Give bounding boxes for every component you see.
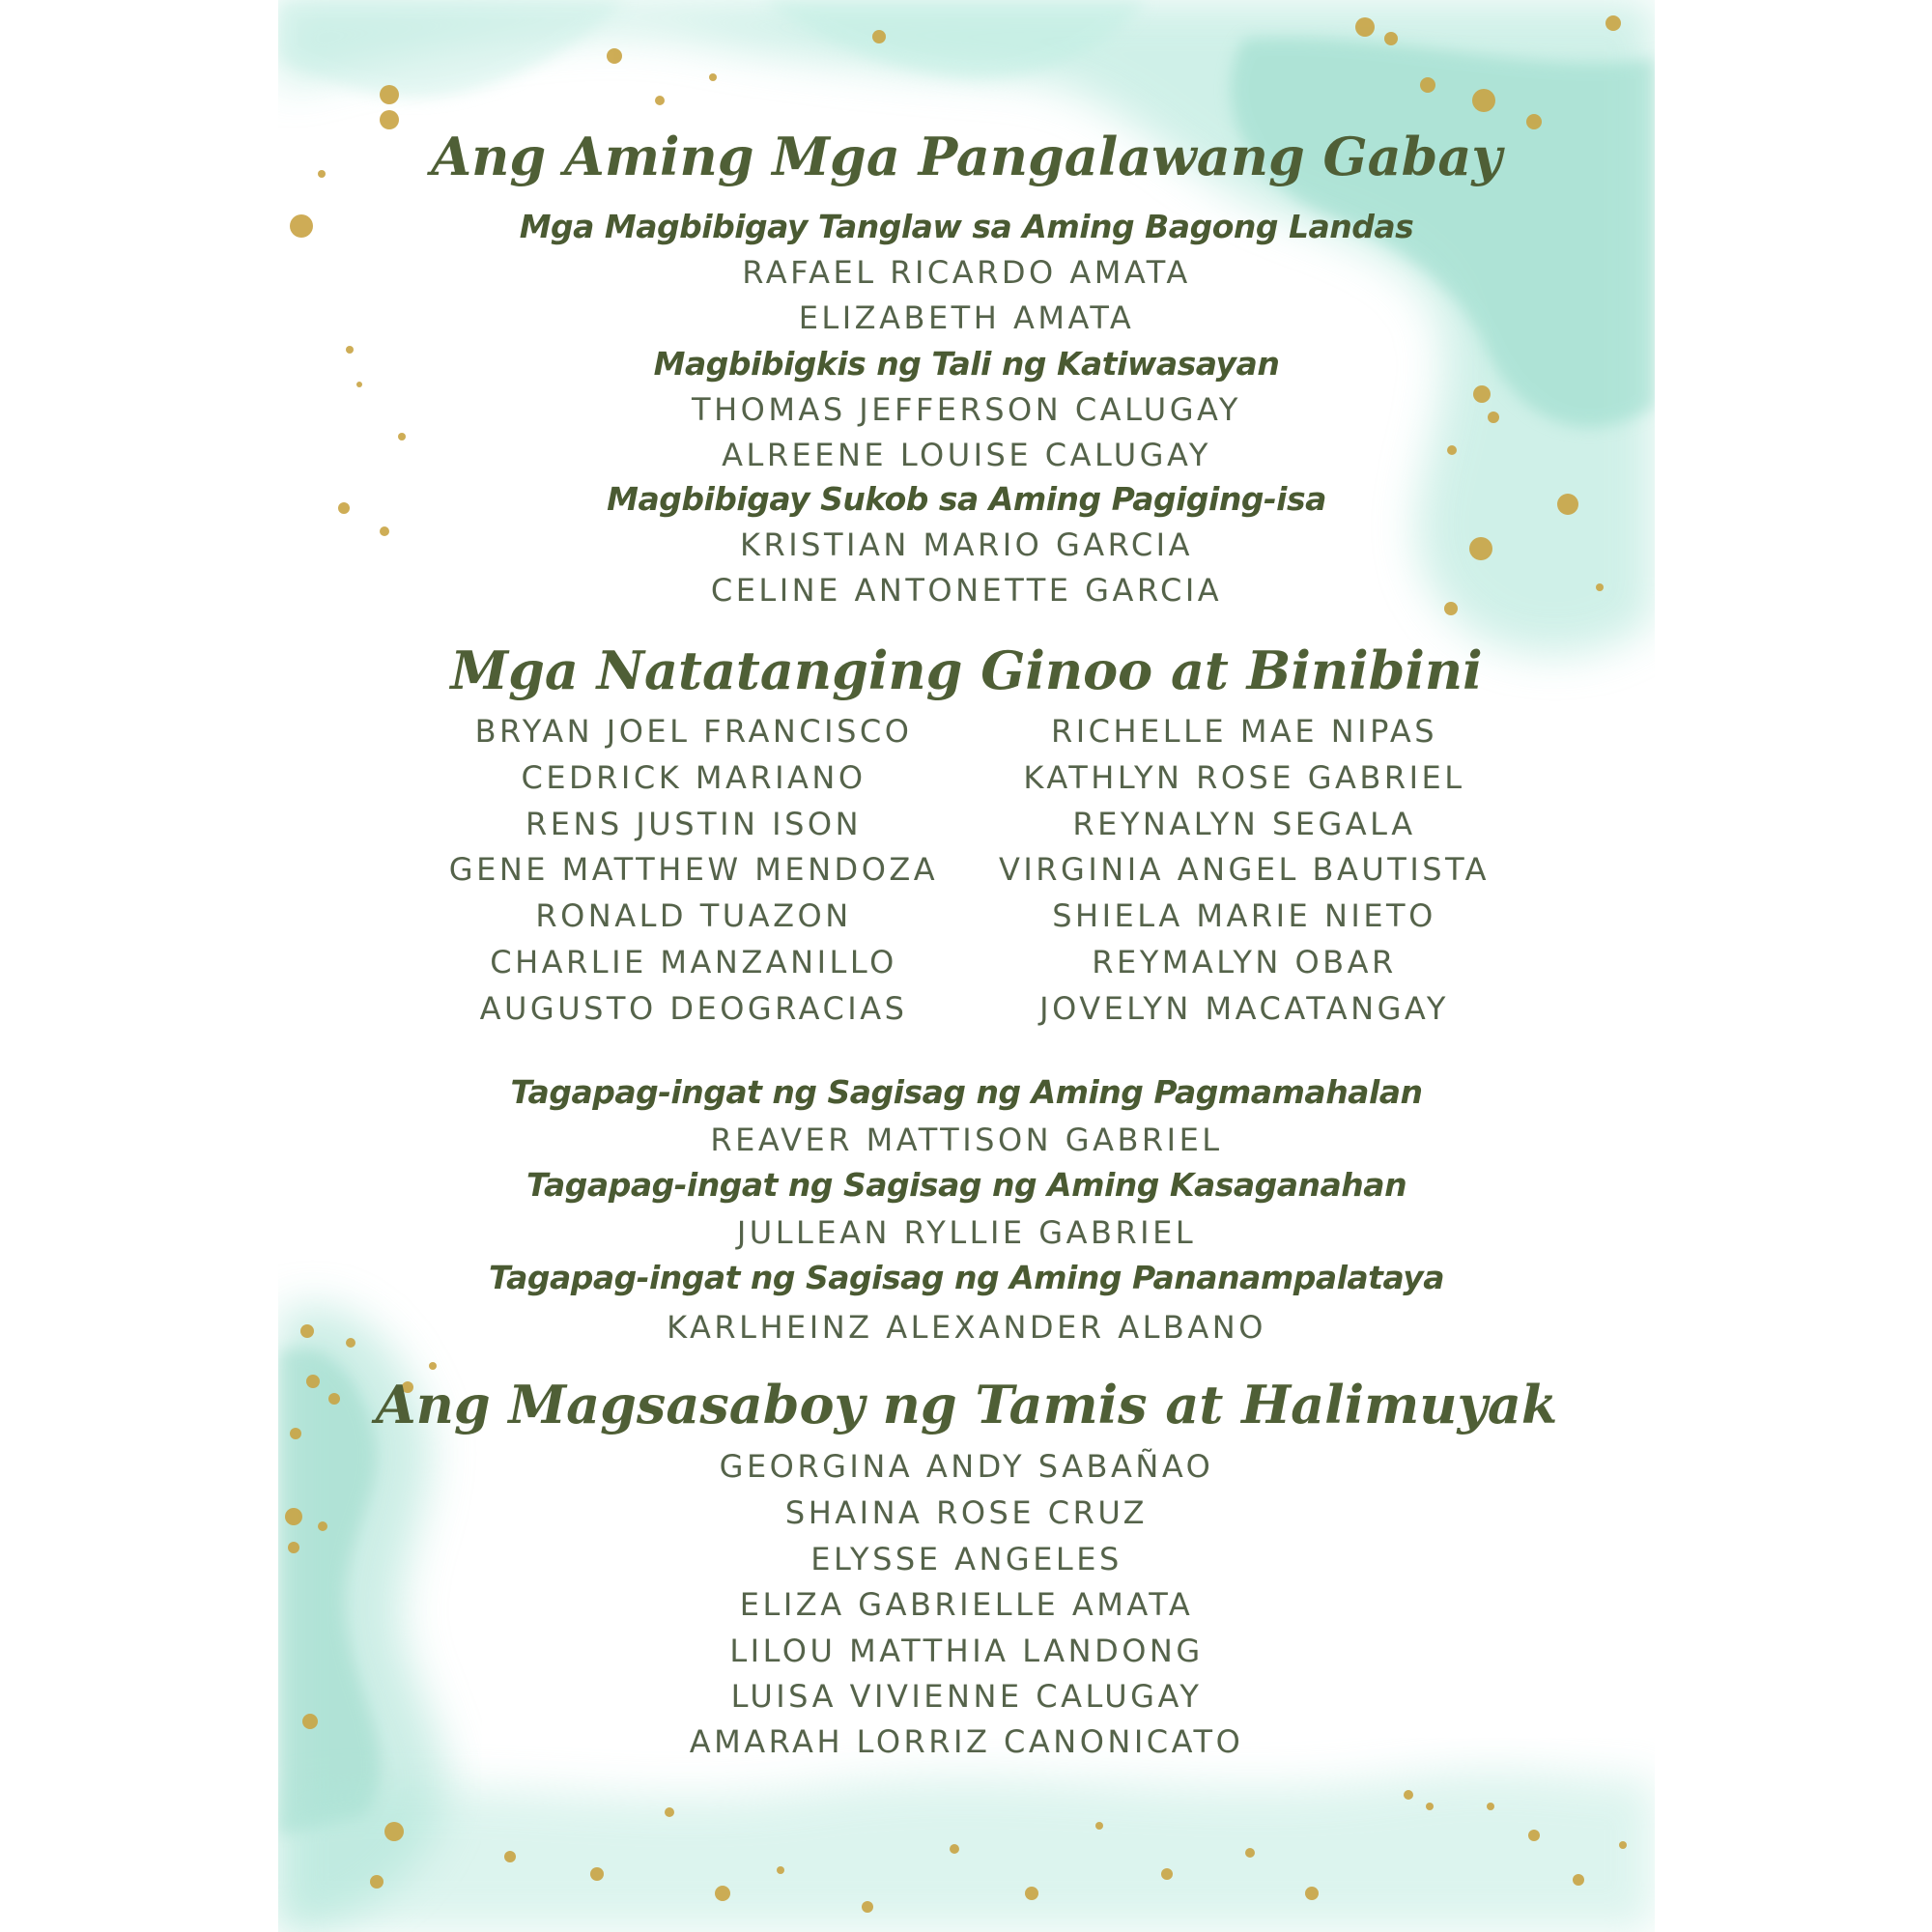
groomsman-name: RENS JUSTIN ISON	[525, 806, 862, 842]
flower-girl-name: ELIZA GABRIELLE AMATA	[739, 1586, 1194, 1623]
bridesmaid-name: SHIELA MARIE NIETO	[1052, 897, 1436, 934]
bridesmaid-name: VIRGINIA ANGEL BAUTISTA	[998, 851, 1491, 888]
cord-sponsor-name: ALREENE LOUISE CALUGAY	[722, 437, 1211, 473]
groomsman-name: GENE MATTHEW MENDOZA	[448, 851, 939, 888]
veil-sponsor-name: KRISTIAN MARIO GARCIA	[740, 526, 1193, 563]
flower-girl-name: SHAINA ROSE CRUZ	[784, 1494, 1149, 1531]
role-veil-sponsors: Magbibigay Sukob sa Aming Pagiging-isa	[607, 480, 1326, 518]
groomsman-name: BRYAN JOEL FRANCISCO	[474, 713, 913, 750]
role-coin-bearer: Tagapag-ingat ng Sagisag ng Aming Kasaganahan	[526, 1166, 1407, 1204]
role-candle-sponsors: Mga Magbibigay Tanglaw sa Aming Bagong Landas	[519, 208, 1414, 245]
groomsman-name: CHARLIE MANZANILLO	[490, 944, 897, 980]
program-content	[278, 0, 1655, 1932]
bridesmaid-name: KATHLYN ROSE GABRIEL	[1023, 759, 1465, 796]
ring-bearer-name: REAVER MATTISON GABRIEL	[710, 1122, 1223, 1158]
role-bible-bearer: Tagapag-ingat ng Sagisag ng Aming Pananampalataya	[489, 1259, 1444, 1296]
section-title-flower-girls: Ang Magsasaboy ng Tamis at Halimuyak	[375, 1374, 1558, 1435]
groomsman-name: CEDRICK MARIANO	[521, 759, 867, 796]
section-title-secondary-sponsors: Ang Aming Mga Pangalawang Gabay	[431, 126, 1502, 187]
flower-girl-name: AMARAH LORRIZ CANONICATO	[689, 1723, 1244, 1760]
candle-sponsor-name: ELIZABETH AMATA	[798, 299, 1135, 336]
groomsman-name: AUGUSTO DEOGRACIAS	[479, 990, 908, 1027]
bridesmaid-name: JOVELYN MACATANGAY	[1039, 990, 1449, 1027]
section-title-entourage: Mga Natatanging Ginoo at Binibini	[450, 639, 1483, 701]
bible-bearer-name: KARLHEINZ ALEXANDER ALBANO	[667, 1309, 1266, 1346]
bridesmaid-name: REYNALYN SEGALA	[1072, 806, 1416, 842]
invitation-card	[278, 0, 1655, 1932]
veil-sponsor-name: CELINE ANTONETTE GARCIA	[710, 572, 1223, 609]
groomsman-name: RONALD TUAZON	[535, 897, 852, 934]
bridesmaid-name: REYMALYN OBAR	[1092, 944, 1397, 980]
flower-girl-name: LILOU MATTHIA LANDONG	[729, 1633, 1204, 1669]
bridesmaid-name: RICHELLE MAE NIPAS	[1050, 713, 1438, 750]
role-cord-sponsors: Magbibigkis ng Tali ng Katiwasayan	[653, 345, 1280, 383]
candle-sponsor-name: RAFAEL RICARDO AMATA	[742, 254, 1191, 291]
cord-sponsor-name: THOMAS JEFFERSON CALUGAY	[692, 391, 1241, 428]
flower-girl-name: LUISA VIVIENNE CALUGAY	[730, 1678, 1203, 1715]
flower-girl-name: ELYSSE ANGELES	[810, 1541, 1122, 1577]
role-ring-bearer: Tagapag-ingat ng Sagisag ng Aming Pagmamahalan	[510, 1073, 1423, 1111]
coin-bearer-name: JULLEAN RYLLIE GABRIEL	[736, 1214, 1197, 1251]
flower-girl-name: GEORGINA ANDY SABAÑAO	[719, 1448, 1214, 1485]
